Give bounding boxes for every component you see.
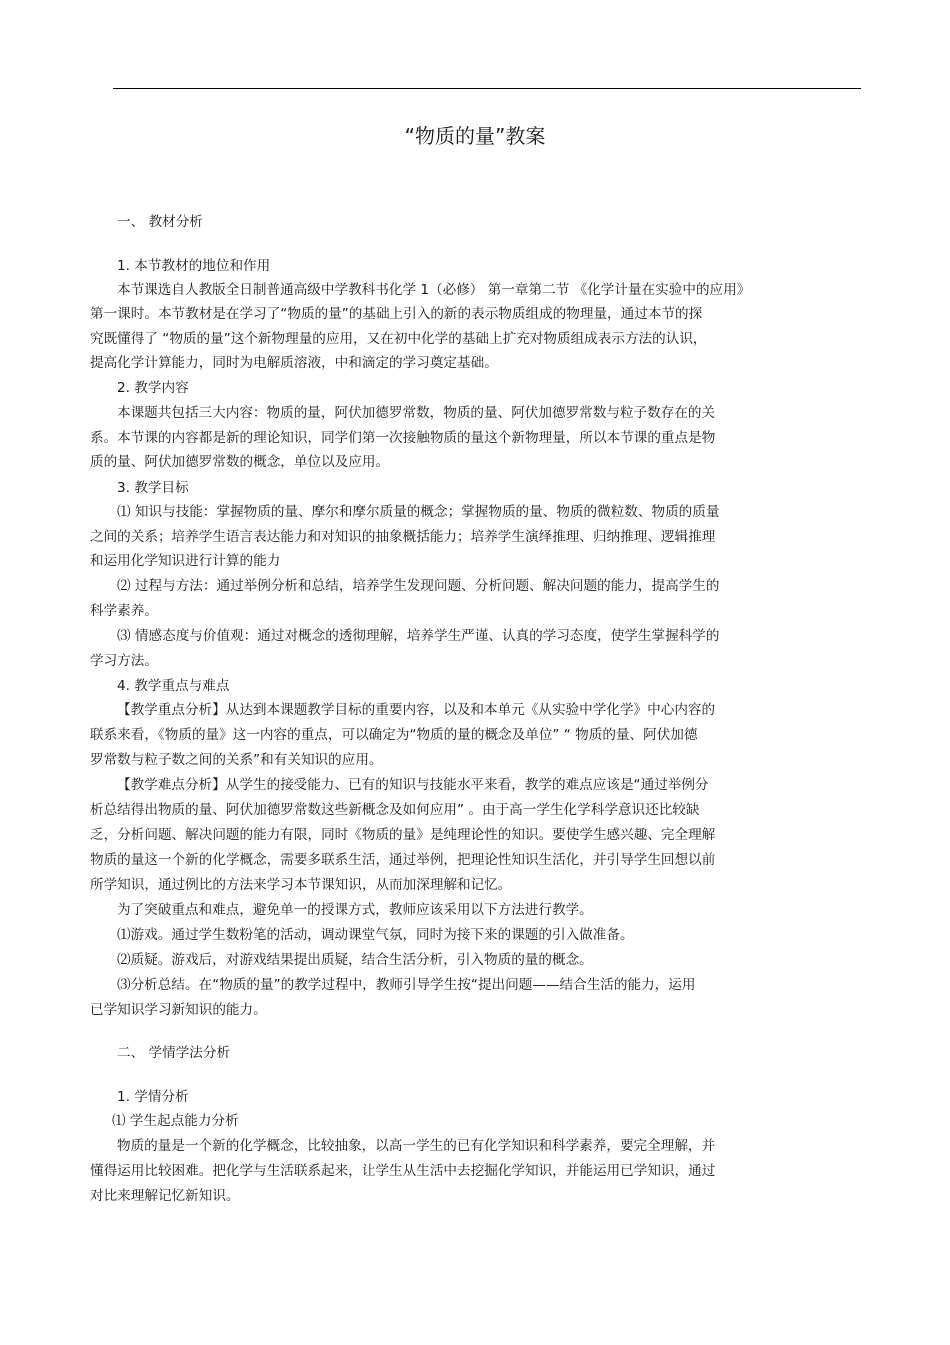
paragraph-line: 科学素养。: [90, 603, 158, 619]
paragraph-line: 提高化学计算能力，同时为电解质溶液，中和滴定的学习奠定基础。: [90, 355, 498, 371]
section-heading-1: 一、 教材分析: [117, 214, 203, 230]
subheading: 2. 教学内容: [117, 380, 189, 396]
paragraph-line: 【教学难点分析】从学生的接受能力、已有的知识与技能水平来看，教学的难点应该是“通过举例分: [117, 777, 709, 793]
paragraph-line: 所学知识，通过例比的方法来学习本节课知识，从而加深理解和记忆。: [90, 877, 512, 893]
paragraph-line: 懂得运用比较困难。把化学与生活联系起来，让学生从生活中去挖掘化学知识，并能运用已学知识，通过: [90, 1163, 716, 1179]
paragraph-line: 【教学重点分析】从达到本课题教学目标的重要内容，以及和本单元《从实验中学化学》中心内容的: [117, 702, 716, 718]
document-title: “物质的量”教案: [404, 124, 546, 148]
paragraph-line: 本节课选自人教版全日制普通高级中学教科书化学 1（必修） 第一章第二节 《化学计量在实验中的应用》: [117, 282, 751, 298]
paragraph-line: 和运用化学知识进行计算的能力: [90, 553, 281, 569]
subheading: 1. 学情分析: [117, 1089, 189, 1105]
paragraph-line: ⑴ 知识与技能：掌握物质的量、摩尔和摩尔质量的概念；掌握物质的量、物质的微粒数、物质的质量: [117, 504, 720, 520]
paragraph-line: 之间的关系；培养学生语言表达能力和对知识的抽象概括能力；培养学生演绎推理、归纳推理、逻辑推理: [90, 529, 716, 545]
subheading: ⑴ 学生起点能力分析: [112, 1113, 239, 1129]
subheading: 4. 教学重点与难点: [117, 678, 230, 694]
section-heading-2: 二、 学情学法分析: [117, 1045, 231, 1061]
paragraph-line: 第一课时。本节教材是在学习了“物质的量”的基础上引入的新的表示物质组成的物理量，通过本节的探: [90, 306, 703, 322]
paragraph-line: ⑴游戏。通过学生数粉笔的活动，调动课堂气氛，同时为接下来的课题的引入做准备。: [117, 927, 634, 943]
subheading: 1. 本节教材的地位和作用: [117, 258, 271, 274]
paragraph-line: ⑶分析总结。在“物质的量”的教学过程中，教师引导学生按“提出问题——结合生活的能力，运用: [117, 977, 696, 993]
paragraph-line: 学习方法。: [90, 653, 158, 669]
header-rule: [113, 88, 861, 89]
paragraph-line: 物质的量是一个新的化学概念，比较抽象，以高一学生的已有化学知识和科学素养，要完全理解，并: [117, 1138, 716, 1154]
paragraph-line: 已学知识学习新知识的能力。: [90, 1002, 267, 1018]
paragraph-line: 对比来理解记忆新知识。: [90, 1188, 240, 1204]
paragraph-line: 究既懂得了 “物质的量”这个新物理量的应用，又在初中化学的基础上扩充对物质组成表示方法的认识，: [90, 331, 707, 347]
paragraph-line: 质的量、阿伏加德罗常数的概念，单位以及应用。: [90, 454, 390, 470]
paragraph-line: ⑵质疑。游戏后，对游戏结果提出质疑，结合生活分析，引入物质的量的概念。: [117, 952, 593, 968]
paragraph-line: 析总结得出物质的量、阿伏加德罗常数这些新概念及如何应用” 。由于高一学生化学科学意识还比较缺: [90, 802, 700, 818]
paragraph-line: 为了突破重点和难点，避免单一的授课方式，教师应该采用以下方法进行教学。: [117, 902, 593, 918]
paragraph-line: ⑶ 情感态度与价值观：通过对概念的透彻理解，培养学生严谨、认真的学习态度，使学生掌握科学的: [117, 628, 720, 644]
paragraph-line: 联系来看，《物质的量》这一内容的重点，可以确定为“物质的量的概念及单位” “ 物质的量、阿伏加德: [90, 727, 698, 743]
paragraph-line: 系。本节课的内容都是新的理论知识，同学们第一次接触物质的量这个新物理量，所以本节课的重点是物: [90, 430, 716, 446]
paragraph-line: 物质的量这一个新的化学概念，需要多联系生活，通过举例，把理论性知识生活化，并引导学生回想以前: [90, 852, 716, 868]
paragraph-line: 罗常数与粒子数之间的关系”和有关知识的应用。: [90, 752, 383, 768]
paragraph-line: 本课题共包括三大内容：物质的量，阿伏加德罗常数，物质的量、阿伏加德罗常数与粒子数存在的关: [117, 405, 716, 421]
paragraph-line: ⑵ 过程与方法：通过举例分析和总结，培养学生发现问题、分析问题、解决问题的能力，提高学生的: [117, 578, 720, 594]
paragraph-line: 乏，分析问题、解决问题的能力有限，同时《物质的量》是纯理论性的知识。要使学生感兴趣、完全理解: [90, 827, 716, 843]
subheading: 3. 教学目标: [117, 480, 189, 496]
